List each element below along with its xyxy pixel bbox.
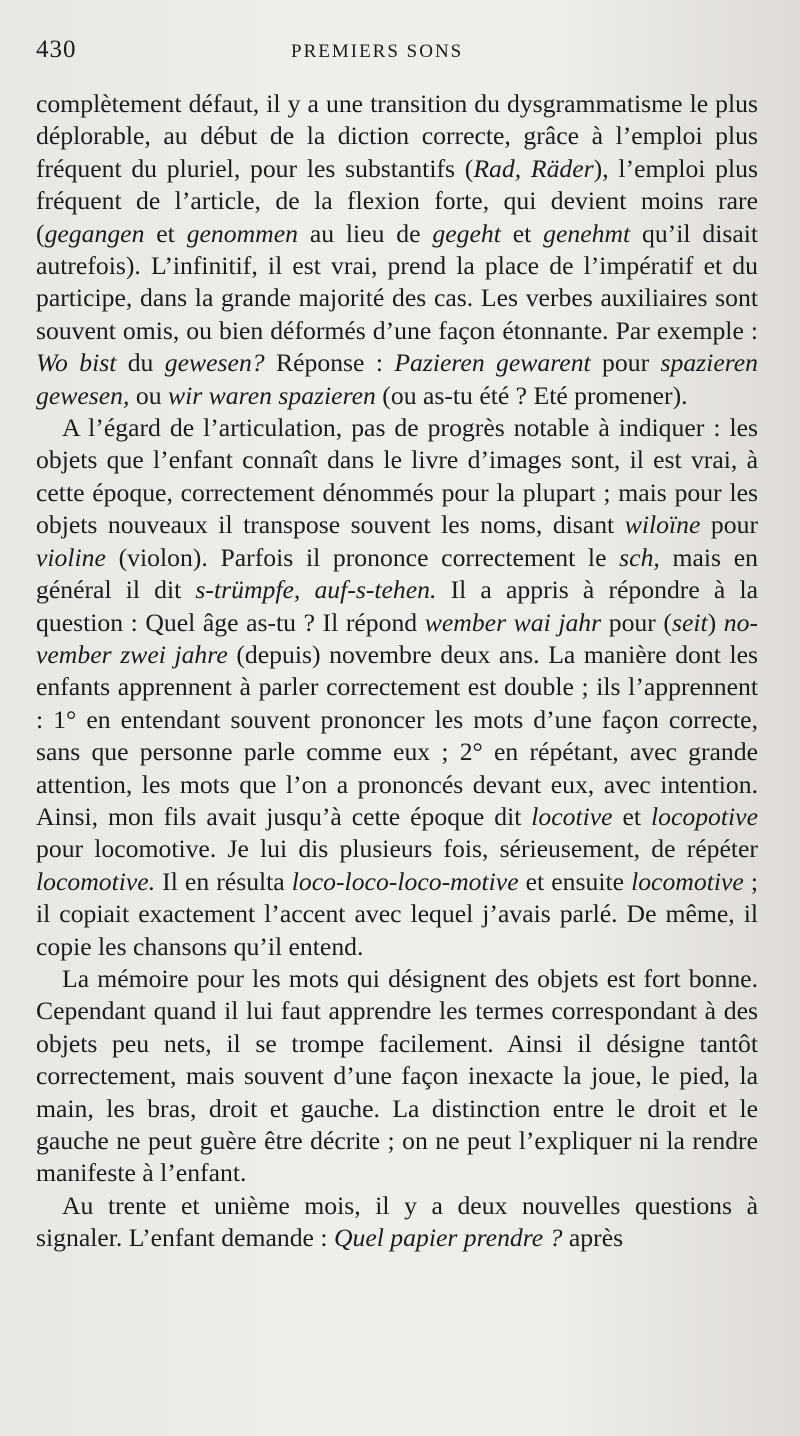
text-run: ; il copiait exactement l’accent avec lequel j’avais parlé. De même, il copie les chansons qu’il entend. (36, 866, 758, 961)
italic-run: november zwei jahre (36, 607, 759, 669)
text-run: (ou as-tu été ? Eté promener). (375, 380, 688, 410)
italic-run: Pazieren gewarent (394, 348, 591, 378)
text-run: et (500, 218, 544, 248)
italic-run: violine (36, 542, 106, 572)
italic-run: loco-loco-loco-motive (291, 866, 519, 896)
italic-run: wiloïne (624, 510, 701, 540)
text-run: et ensuite (518, 866, 632, 896)
italic-run: locomotive (631, 866, 744, 896)
text-run: A l’égard de l’articulation, pas de progrès notable à indiquer : les objets que l’enfant connaît dans le livre d’images sont, il est vrai, à cette époque, correctement dénommés pour la plupart ; mais pour les objets nouveaux il transpose souvent les noms, disant (36, 413, 758, 540)
text-run: ), l’emploi plus fréquent de l’article, de la flexion forte, qui devient moins rare ( (36, 153, 759, 248)
text-run: (depuis) novembre deux ans. La manière dont les enfants apprennent à parler correctement est double ; ils l’apprennent : 1° en entendant souvent prononcer les mots d’une façon correcte, sans que personne parle comme eux ; 2° en répétant, avec grande attention, les mots que l’on a prononcés devant eux, avec intention. Ainsi, mon fils avait jusqu’à cette époque dit (36, 639, 758, 831)
text-run: mais en général il dit (36, 542, 758, 605)
text-run: Il en résulta (155, 866, 292, 896)
text-run: qu’il disait autrefois). L’infinitif, il est vrai, prend la place de l’impératif et du participe, dans la grande majorité des cas. Les verbes auxiliaires sont souvent omis, ou bien déformés d’une façon étonnante. Par exemple : (36, 218, 759, 345)
text-run: La mémoire pour les mots qui désignent des objets est fort bonne. Cependant quand il lui faut apprendre les termes correspondant à des objets peu nets, il se trompe facilement. Ainsi il désigne tantôt correctement, mais souvent d’une façon inexacte la joue, le pied, la main, les bras, droit et gauche. La distinction entre le droit et le gauche ne peut guère être décrite ; on ne peut l’expliquer ni la rendre manifeste à l’enfant. (36, 963, 758, 1188)
italic-run: genehmt (543, 218, 631, 248)
body-text (36, 88, 758, 1255)
text-run: Réponse : (264, 348, 395, 378)
italic-run: Quel papier prendre ? (333, 1223, 563, 1253)
text-run: Il a appris à répondre à la question : Quel âge as-tu ? Il répond (36, 575, 758, 637)
italic-run: gegeht (432, 218, 501, 248)
paragraph (36, 88, 758, 412)
text-run: après (562, 1223, 624, 1253)
italic-run: s-trümpfe, auf-s-tehen. (195, 575, 437, 605)
italic-run: Rad, Räder (473, 153, 594, 183)
paragraph (36, 963, 758, 1190)
text-run: pour (700, 510, 759, 540)
text-run: du (116, 348, 165, 378)
text-run: pour (590, 348, 661, 378)
text-run: (violon). Parfois il prononce correctement le (105, 542, 620, 572)
page-number: 430 (36, 36, 77, 63)
paragraph (36, 412, 758, 963)
text-run: complètement défaut, il y a une transition du dysgrammatisme le plus déplorable, au début de la diction correcte, grâce à l’emploi plus fréquent du pluriel, pour les substantifs ( (36, 89, 758, 183)
italic-run: gewesen? (164, 348, 265, 378)
running-title: PREMIERS SONS (291, 41, 464, 62)
italic-run: genommen (186, 218, 298, 248)
text-run: ou (129, 380, 168, 410)
italic-run: sch, (619, 542, 660, 572)
text-run: ) (707, 607, 724, 637)
text-run: et (144, 218, 187, 248)
italic-run: gegangen (44, 218, 145, 248)
italic-run: locomotive. (36, 866, 156, 896)
text-run: pour locomotive. Je lui dis plusieurs fois, sérieusement, de répéter (36, 834, 758, 864)
text-run: Au trente et unième mois, il y a deux nouvelles questions à signaler. L’enfant demande : (36, 1190, 758, 1253)
italic-run: locopotive (650, 801, 758, 831)
italic-run: Wo bist (36, 348, 117, 378)
text-run: au lieu de (297, 218, 433, 248)
text-run: pour ( (601, 607, 672, 637)
italic-run: locotive (531, 801, 613, 831)
italic-run: wember wai jahr (424, 607, 602, 637)
italic-run: spazieren gewesen, (36, 348, 759, 410)
page-header (36, 36, 752, 80)
italic-run: wir waren spazieren (167, 380, 376, 410)
paragraph (36, 1190, 758, 1255)
italic-run: seit (671, 607, 708, 637)
text-run: et (612, 801, 651, 831)
